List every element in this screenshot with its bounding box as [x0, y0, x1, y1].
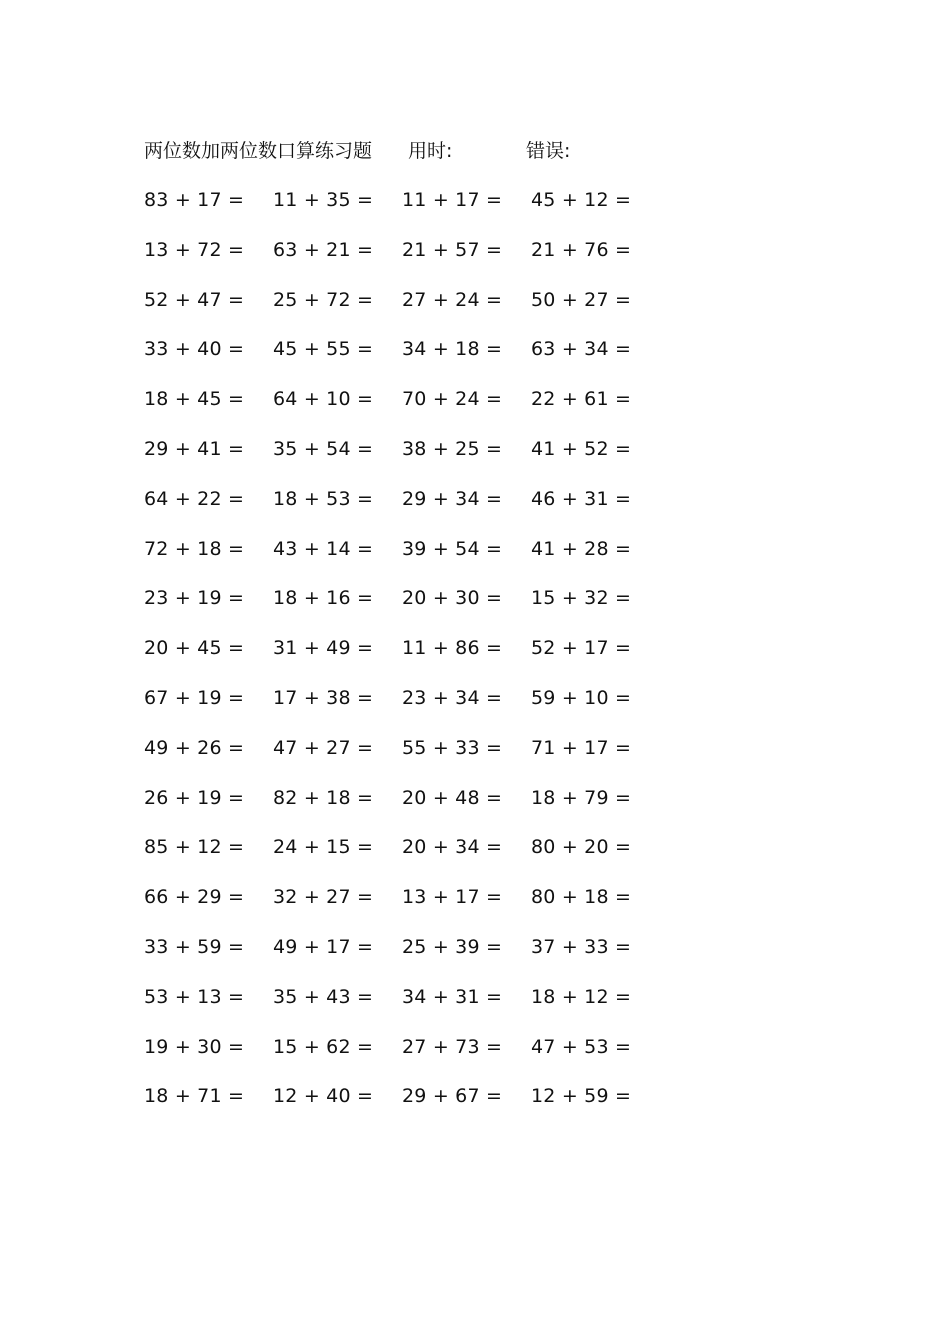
problem-item: 27 + 73 =: [402, 1035, 503, 1058]
problem-item: 64 + 22 =: [144, 487, 245, 510]
problem-row: [0, 634, 950, 684]
problem-item: 43 + 14 =: [273, 537, 374, 560]
problem-item: 11 + 86 =: [402, 637, 503, 660]
problem-row: [0, 535, 950, 585]
problem-item: 70 + 24 =: [402, 388, 503, 411]
problem-item: 22 + 61 =: [531, 388, 632, 411]
problem-row: [0, 584, 950, 634]
problem-item: 24 + 15 =: [273, 836, 374, 859]
problem-item: 26 + 19 =: [144, 786, 245, 809]
problem-item: 33 + 40 =: [144, 338, 245, 361]
problem-row: [0, 933, 950, 983]
problem-item: 18 + 12 =: [531, 985, 632, 1008]
problem-item: 37 + 33 =: [531, 935, 632, 958]
problem-item: 38 + 25 =: [402, 437, 503, 460]
problem-item: 47 + 53 =: [531, 1035, 632, 1058]
problem-item: 52 + 47 =: [144, 288, 245, 311]
problem-item: 21 + 57 =: [402, 238, 503, 261]
problem-item: 80 + 18 =: [531, 886, 632, 909]
problem-item: 50 + 27 =: [531, 288, 632, 311]
problem-item: 29 + 67 =: [402, 1085, 503, 1108]
problem-item: 39 + 54 =: [402, 537, 503, 560]
problem-item: 85 + 12 =: [144, 836, 245, 859]
problem-item: 63 + 21 =: [273, 238, 374, 261]
problem-item: 34 + 18 =: [402, 338, 503, 361]
problem-item: 23 + 19 =: [144, 587, 245, 610]
problem-item: 33 + 59 =: [144, 935, 245, 958]
problem-item: 18 + 71 =: [144, 1085, 245, 1108]
problem-item: 20 + 34 =: [402, 836, 503, 859]
problem-item: 18 + 16 =: [273, 587, 374, 610]
problem-item: 11 + 17 =: [402, 189, 503, 211]
problem-item: 46 + 31 =: [531, 487, 632, 510]
problem-item: 41 + 28 =: [531, 537, 632, 560]
problem-item: 59 + 10 =: [531, 686, 632, 709]
problem-item: 27 + 24 =: [402, 288, 503, 311]
problem-row: [0, 883, 950, 933]
problem-item: 45 + 55 =: [273, 338, 374, 361]
problem-item: 25 + 39 =: [402, 935, 503, 958]
problem-item: 63 + 34 =: [531, 338, 632, 361]
problem-item: 20 + 30 =: [402, 587, 503, 610]
problem-item: 18 + 45 =: [144, 388, 245, 411]
problem-item: 13 + 17 =: [402, 886, 503, 909]
worksheet-header: [0, 137, 950, 165]
problem-row: [0, 1033, 950, 1083]
problem-item: 49 + 17 =: [273, 935, 374, 958]
problem-row: [0, 1082, 950, 1132]
worksheet-title: 两位数加两位数口算练习题: [144, 140, 373, 162]
problem-row: [0, 286, 950, 336]
problem-item: 34 + 31 =: [402, 985, 503, 1008]
time-label: 用时:: [408, 140, 453, 162]
problem-row: [0, 684, 950, 734]
problem-item: 21 + 76 =: [531, 238, 632, 261]
problem-row: [0, 833, 950, 883]
problem-item: 17 + 38 =: [273, 686, 374, 709]
problem-item: 53 + 13 =: [144, 985, 245, 1008]
problem-row: [0, 734, 950, 784]
problem-item: 23 + 34 =: [402, 686, 503, 709]
problem-item: 83 + 17 =: [144, 189, 245, 211]
problem-item: 41 + 52 =: [531, 437, 632, 460]
problem-item: 18 + 79 =: [531, 786, 632, 809]
problem-item: 45 + 12 =: [531, 189, 632, 211]
problem-item: 35 + 43 =: [273, 985, 374, 1008]
problem-item: 13 + 72 =: [144, 238, 245, 261]
problem-item: 15 + 62 =: [273, 1035, 374, 1058]
problem-item: 35 + 54 =: [273, 437, 374, 460]
problem-row: [0, 385, 950, 435]
problem-item: 71 + 17 =: [531, 736, 632, 759]
problem-item: 80 + 20 =: [531, 836, 632, 859]
problem-item: 64 + 10 =: [273, 388, 374, 411]
problem-item: 49 + 26 =: [144, 736, 245, 759]
problem-item: 25 + 72 =: [273, 288, 374, 311]
problem-item: 12 + 59 =: [531, 1085, 632, 1108]
problem-item: 52 + 17 =: [531, 637, 632, 660]
problem-item: 20 + 48 =: [402, 786, 503, 809]
problem-item: 29 + 34 =: [402, 487, 503, 510]
problem-row: [0, 784, 950, 834]
problem-item: 82 + 18 =: [273, 786, 374, 809]
problem-item: 32 + 27 =: [273, 886, 374, 909]
problem-item: 19 + 30 =: [144, 1035, 245, 1058]
problem-item: 72 + 18 =: [144, 537, 245, 560]
problem-item: 47 + 27 =: [273, 736, 374, 759]
problem-item: 12 + 40 =: [273, 1085, 374, 1108]
problem-item: 66 + 29 =: [144, 886, 245, 909]
problem-row: [0, 485, 950, 535]
problem-item: 55 + 33 =: [402, 736, 503, 759]
problem-row: [0, 983, 950, 1033]
problem-item: 29 + 41 =: [144, 437, 245, 460]
problem-item: 67 + 19 =: [144, 686, 245, 709]
problem-row: [0, 435, 950, 485]
problem-row: [0, 236, 950, 286]
problem-item: 31 + 49 =: [273, 637, 374, 660]
problem-row: [0, 186, 950, 236]
problem-item: 15 + 32 =: [531, 587, 632, 610]
errors-label: 错误:: [526, 140, 571, 162]
problem-item: 20 + 45 =: [144, 637, 245, 660]
problem-grid: [0, 186, 950, 1132]
problem-row: [0, 335, 950, 385]
problem-item: 11 + 35 =: [273, 189, 374, 211]
problem-item: 18 + 53 =: [273, 487, 374, 510]
